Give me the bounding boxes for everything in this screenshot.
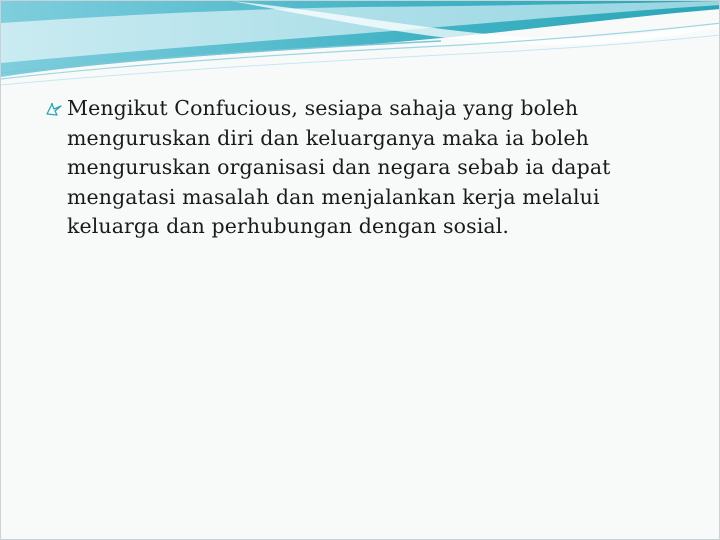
sparkle-bullet-icon	[45, 102, 63, 116]
bullet-text: Mengikut Confucious, sesiapa sahaja yang boleh menguruskan diri dan keluarganya maka ia boleh menguruskan organisasi dan negara sebab ia dapat mengatasi masalah dan menjalankan kerja melalui keluarga dan perhubungan dengan sosial.	[67, 96, 611, 238]
bullet-item	[45, 94, 675, 242]
header-swoosh-decoration	[1, 1, 720, 91]
bullet-list	[45, 94, 675, 242]
